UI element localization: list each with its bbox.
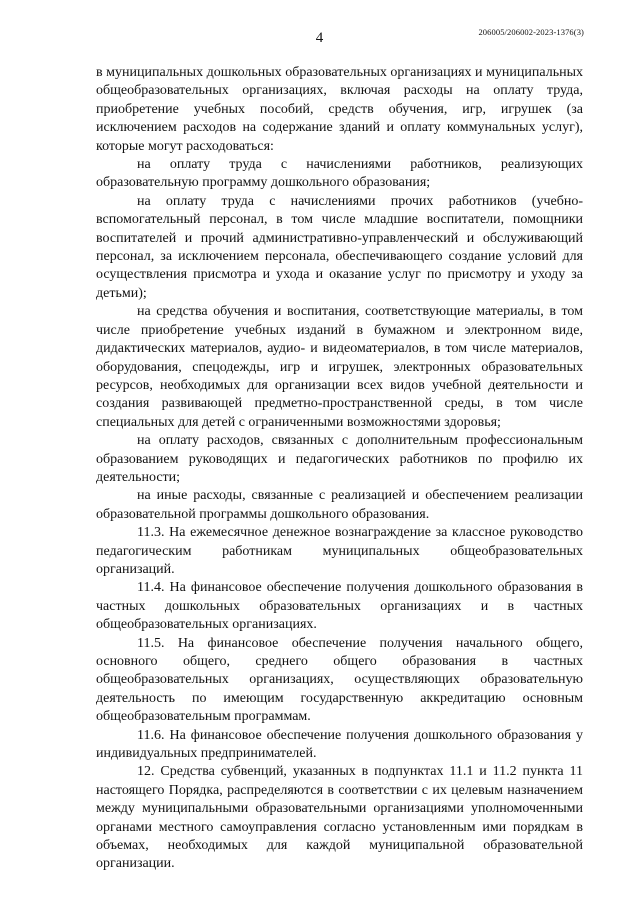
- paragraph-11-6: 11.6. На финансовое обеспечение получения дошкольного образования у индивидуальных предпринимателей.: [96, 727, 583, 762]
- paragraph-pay-teaching-staff: на оплату труда с начислениями работников, реализующих образовательную программу дошкольного образования;: [96, 157, 583, 191]
- paragraph-11-4: 11.4. На финансовое обеспечение получения дошкольного образования в частных дошкольных образовательных организациях и в частных общеобразовательных организациях.: [96, 580, 583, 633]
- document-code: 206005/206002-2023-1376(3): [478, 27, 584, 37]
- paragraph-pay-other-staff: на оплату труда с начислениями прочих работников (учебно-вспомогательный персонал, в том числе младшие воспитатели, помощники воспитателей и прочий административно-управленческий и обслуживающий персонал, за исключением персонала, обеспечивающего создание условий для осуществления присмотра и ухода и оказание услуг по присмотру и уходу за детьми);: [96, 193, 583, 301]
- paragraph-11-5: 11.5. На финансовое обеспечение получения начального общего, основного общего, среднего общего образования в частных общеобразовательных организациях, осуществляющих образовательную деятельность по имеющим государственную аккредитацию основным общеобразовательным программам.: [96, 635, 583, 725]
- paragraph-12: 12. Средства субвенций, указанных в подпунктах 11.1 и 11.2 пункта 11 настоящего Порядка, распределяются в соответствии с их целевым назначением между муниципальными образовательными организациями уполномоченными органами местного самоуправления согласно установленным ими порядкам в объемах, необходимых для каждой муниципальной образовательной организации.: [96, 764, 583, 872]
- paragraph-intro-continuation: в муниципальных дошкольных образовательных организациях и муниципальных общеобразовательных организациях, включая расходы на оплату труда, приобретение учебных пособий, средств обучения, игр, игрушек (за исключением расходов на содержание зданий и оплату коммунальных услуг), которые могут расходоваться:: [96, 65, 583, 154]
- paragraph-professional-education: на оплату расходов, связанных с дополнительным профессиональным образованием руководящих и педагогических работников по профилю их деятельности;: [96, 433, 583, 485]
- paragraph-teaching-materials: на средства обучения и воспитания, соответствующие материалы, в том числе приобретение учебных изданий в бумажном и электронном виде, дидактических материалов, аудио- и видеоматериалов, в том числе материалов, оборудования, спецодежды, игр и игрушек, электронных образовательных ресурсов, необходимых для организации всех видов учебной деятельности и создания развивающей предметно-пространственной среды, в том числе специальных для детей с ограниченными возможностями здоровья;: [96, 304, 583, 430]
- paragraph-11-3: 11.3. На ежемесячное денежное вознаграждение за классное руководство педагогическим работникам муниципальных общеобразовательных организаций.: [96, 525, 583, 577]
- document-body: [96, 64, 583, 874]
- page-number: 4: [315, 30, 324, 46]
- paragraph-other-expenses: на иные расходы, связанные с реализацией и обеспечением реализации образовательной программы дошкольного образования.: [96, 488, 583, 522]
